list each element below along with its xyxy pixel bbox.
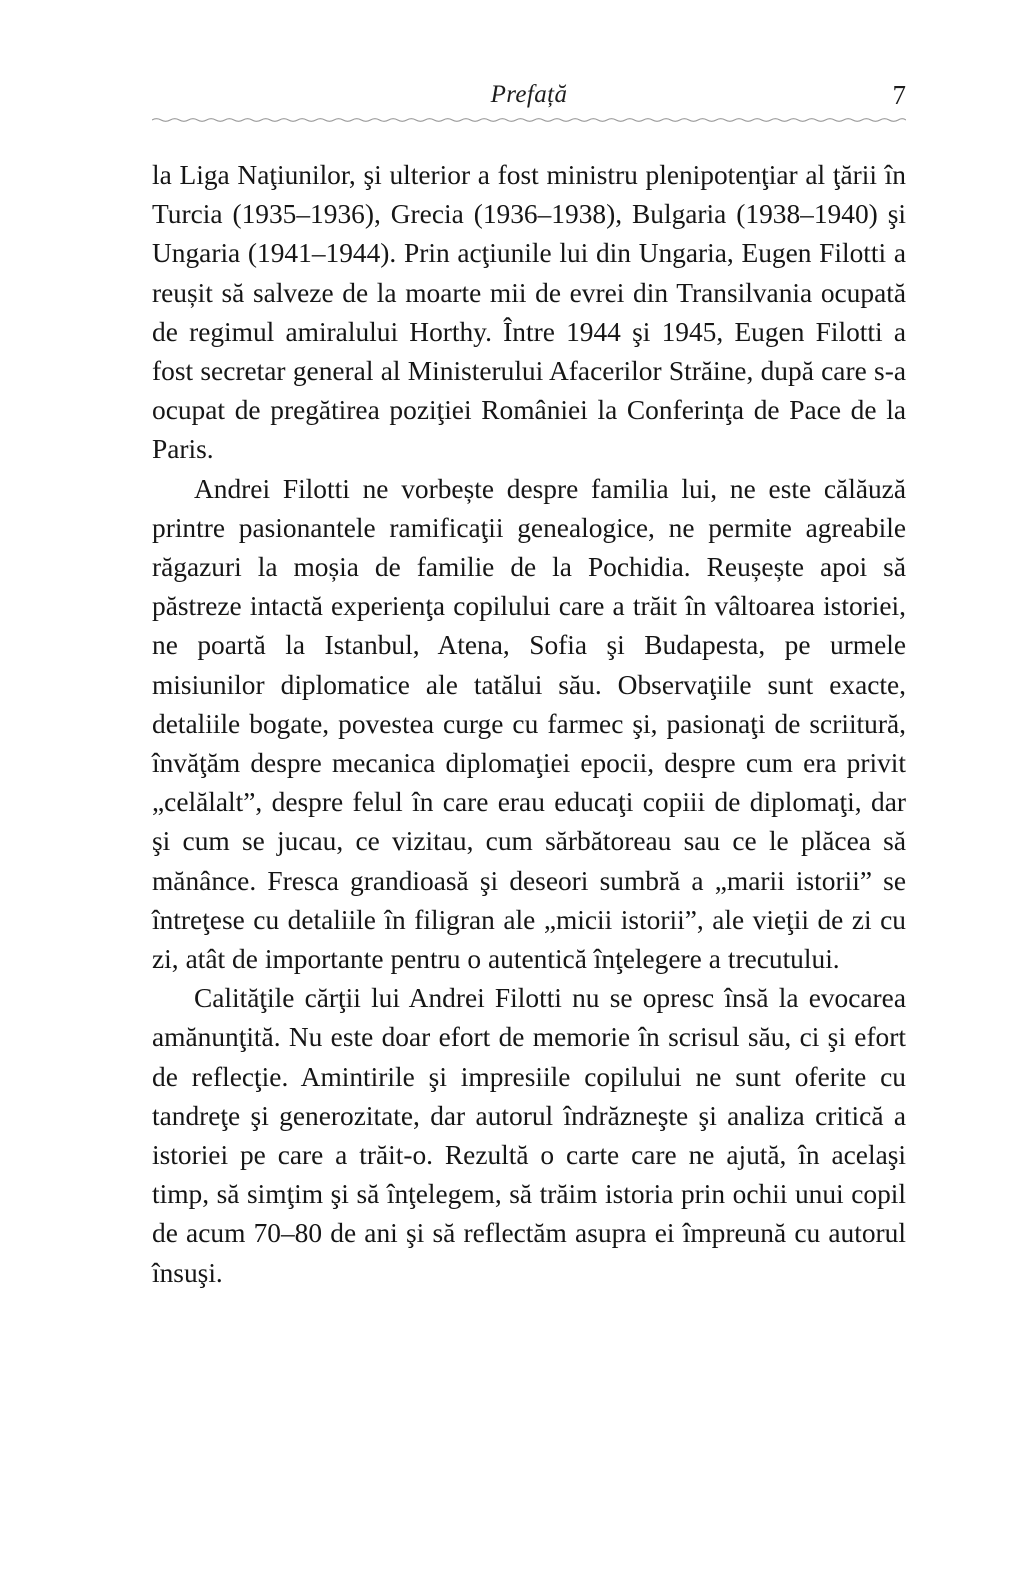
- paragraph: la Liga Naţiunilor, şi ulterior a fost ministru plenipotenţiar al ţării în Turcia (1935–1936), Grecia (1936–1938), Bulgaria (1938–1940) şi Ungaria (1941–1944). Prin acţiunile lui din Ungaria, Eugen Filotti a reușit să salveze de la moarte mii de evrei din Transilvania ocupată de regimul amiralului Horthy. Între 1944 şi 1945, Eugen Filotti a fost secretar general al Ministerului Afacerilor Străine, după care s-a ocupat de pregătirea poziţiei României la Conferinţa de Pace de la Paris.: [152, 160, 906, 465]
- page-number: 7: [892, 80, 906, 110]
- paragraph: Calităţile cărţii lui Andrei Filotti nu se opresc însă la evocarea amănunţită. Nu este doar efort de memorie în scrisul său, ci şi efort de reflecţie. Amintirile şi impresiile copilului ne sunt oferite cu tandreţe şi generozitate, dar autorul îndrăzneşte şi analiza critică a istoriei pe care a trăit-o. Rezultă o carte care ne ajută, în acelaşi timp, să simţim şi să înţelegem, să trăim istoria prin ochii unui copil de acum 70–80 de ani şi să reflectăm asupra ei împreună cu autorul însuşi.: [152, 983, 906, 1288]
- wavy-rule-divider: [152, 114, 906, 126]
- body-text: [152, 156, 906, 1293]
- running-head: [152, 78, 906, 114]
- page-title: Prefață: [490, 81, 568, 108]
- paragraph: Andrei Filotti ne vorbește despre familia lui, ne este călăuză printre pasionantele ramificaţii genealogice, ne permite agreabile răgazuri la moșia de familie de la Pochidia. Reușește apoi să păstreze intactă experienţa copilului care a trăit în vâltoarea istoriei, ne poartă la Istanbul, Atena, Sofia şi Budapesta, pe urmele misiunilor diplomatice ale tatălui său. Observaţiile sunt exacte, detaliile bogate, povestea curge cu farmec şi, pasionaţi de scriitură, învăţăm despre mecanica diplomaţiei epocii, despre cum era privit „celălalt”, despre felul în care erau educaţi copiii de diplomaţi, dar şi cum se jucau, ce vizitau, cum sărbătoreau sau ce le plăcea să mănânce. Fresca grandioasă şi deseori sumbră a „marii istorii” se întreţese cu detaliile în filigran ale „micii istorii”, ale vieţii de zi cu zi, atât de importante pentru o autentică înţelegere a trecutului.: [152, 473, 906, 975]
